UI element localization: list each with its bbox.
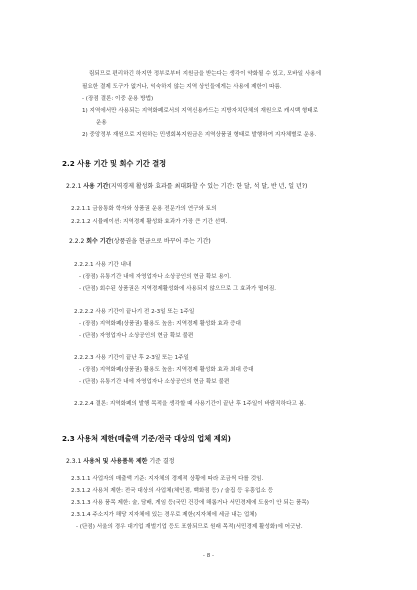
- section-heading-2-2: 2.2 사용 기간 및 회수 기간 결정: [62, 159, 167, 168]
- subsection-heading-2-2-2: [69, 238, 211, 246]
- list-item: 2.3.1.4 주소지가 해당 지자체에 있는 경우로 제한(지자체에 세금 내는 업체): [71, 512, 257, 518]
- paragraph-line: 필요한 결제 도구가 없거나, 익숙하지 않는 지역 상인들에게는 사용에 제한이 따름.: [82, 84, 282, 90]
- list-item-title: 2.2.2.4 결론: 지역화폐의 발행 목적을 생각할 때 사용기간이 끝난 후 1주일이 바람직하다고 봄.: [74, 401, 306, 407]
- paragraph-line: 1) 지역에서만 사용되는 지역화폐로서의 지역신용카드는 지방자치단체의 재원으로 캐시백 형태로: [82, 108, 319, 114]
- subsection-number: 2.2.2: [69, 238, 85, 245]
- list-item: - (단점) 자영업자나 소상공인의 현금 확보 불편: [79, 333, 194, 339]
- list-item: - (단점) 유통기간 내에 자영업자나 소상공인의 현금 확보 불편: [79, 379, 230, 385]
- list-item: 2.3.1.1 사업자의 매출액 기준: 지자체의 경제적 상황에 따라 조금씩 다를 것임.: [71, 476, 264, 482]
- list-item: 2.2.1.2 시뮬레이션: 지역경제 활성화 효과가 가장 큰 기간 선택.: [71, 219, 228, 225]
- subsection-heading-2-2-1: [66, 183, 307, 191]
- subsection-detail: (지역경제 활성화 효과를 최대화할 수 있는 기간: 한 달, 석 달, 반 년, 일 년?): [108, 183, 308, 190]
- paragraph-line: 림되므로 편리하긴 하지만 정부로부터 지원금을 받는다는 생각이 약화될 수 있고, 모바일 사용에: [89, 71, 322, 77]
- subsection-number: 2.3.1: [66, 458, 82, 465]
- list-item: - (단점) 회수된 상품권은 지역경제활성화에 사용되지 않으므로 그 효과가 떨어짐.: [79, 286, 277, 292]
- subsection-keyword: 사용 기간: [83, 183, 109, 190]
- list-item-title: 2.2.2.2 사용 기간이 끝나기 전 2-3일 또는 1주일: [74, 309, 195, 315]
- subsection-number: 2.2.1: [66, 183, 82, 190]
- list-item: - (장점) 유통기간 내에 자영업자나 소상공인의 현금 확보 용이.: [79, 274, 232, 280]
- subsection-keyword: 회수 기간: [86, 238, 112, 245]
- list-item: 2.3.1.2 사용처 제한: 전국 대상의 사업체(체인점, 백화점 등) / 술집 등 유흥업소 등: [71, 488, 274, 494]
- paragraph-line: - (장점 결론: 이중 운용 방법): [82, 96, 154, 102]
- subsection-detail: (상품권을 현금으로 바꾸어 주는 기간): [111, 238, 211, 245]
- page-number: - 8 -: [202, 553, 215, 559]
- list-item-title: 2.2.2.1 사용 기간 내내: [74, 262, 132, 268]
- list-item: - (장점) 지역화폐(상품권) 활용도 높음: 지역경제 활성화 효과 증대: [79, 321, 241, 327]
- paragraph-line: 운용: [96, 120, 107, 126]
- paragraph-line: 2) 중앙정부 재원으로 지원하는 민생회복지원금은 지역상품권 형태로 발행하여 지자체별로 운용.: [82, 132, 317, 138]
- subsection-heading-2-3-1: [66, 458, 174, 466]
- list-item: 2.2.1.1 금융통화 학자와 상품권 운용 전문가의 연구와 토의: [71, 206, 217, 212]
- subsection-keyword: 사용처 및 사용품목 제한: [83, 458, 148, 465]
- list-item-title: 2.2.2.3 사용 기간이 끝난 후 2-3일 또는 1주일: [74, 355, 189, 361]
- list-item: 2.3.1.3 사용 품목 제한: 술, 담배, 게임 등(국민 건강에 해롭거나 서민경제에 도움이 안 되는 품목): [71, 500, 309, 506]
- list-item: - (단점) 서울의 경우 대기업 재벌기업 등도 포함되므로 원래 목적(서민경제 활성화)에 어긋남.: [76, 524, 303, 530]
- list-item: - (장점) 지역화폐(상품권) 활용도 높음: 지역경제 활성화 효과 최대 증대: [79, 367, 254, 373]
- subsection-detail: 기준 결정: [149, 458, 175, 465]
- section-heading-2-3: 2.3 사용처 제한(매출액 기준/전국 대상의 업체 제외): [62, 434, 231, 443]
